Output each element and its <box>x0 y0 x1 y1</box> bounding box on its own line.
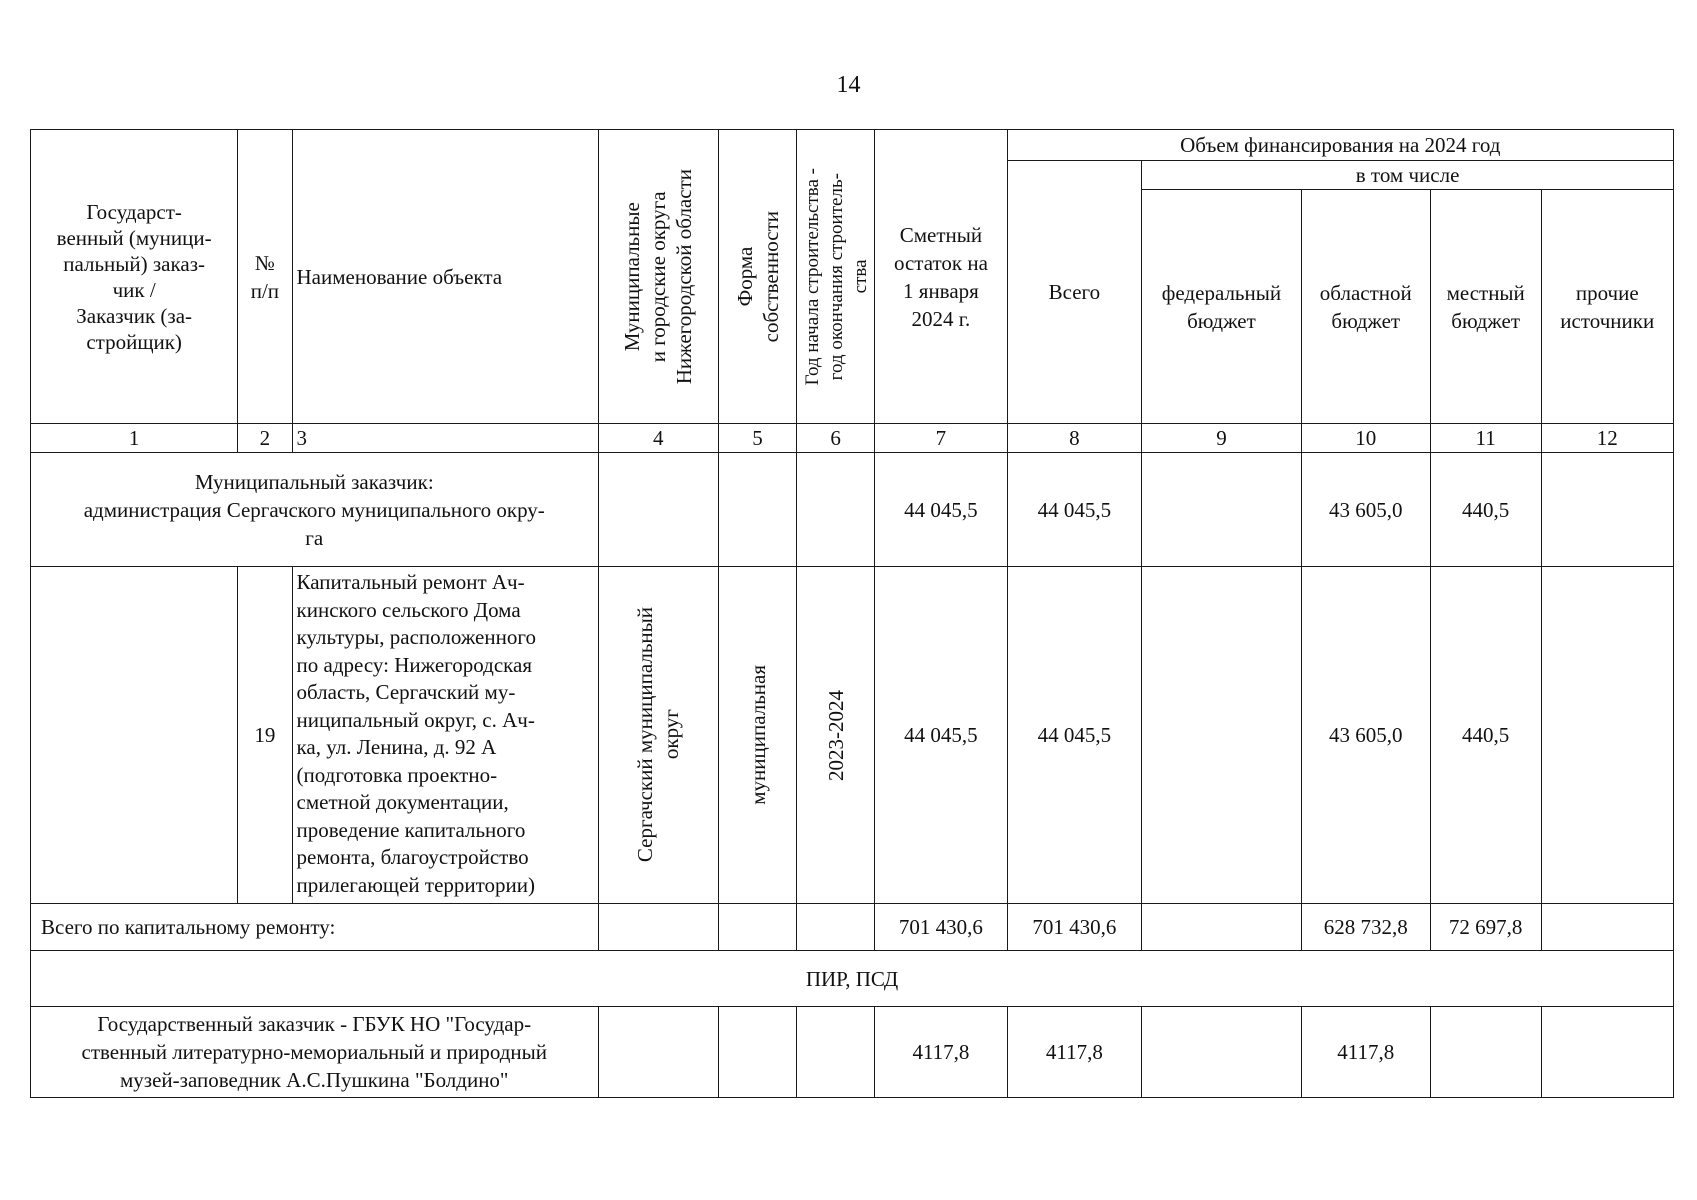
column-number: 6 <box>797 424 875 453</box>
state-customer-label: Государственный заказчик - ГБУК НО "Государ- ственный литературно-мемориальный и природный музей-заповедник А.С.Пушкина "Болдино" <box>31 1007 599 1098</box>
page-number: 14 <box>836 72 861 98</box>
local-cell: 440,5 <box>1430 453 1541 567</box>
header-municipalities <box>598 130 718 424</box>
object-years-text: 2023-2024 <box>823 689 848 781</box>
column-number: 12 <box>1541 424 1673 453</box>
header-object-name: Наименование объекта <box>292 130 598 424</box>
object-row-19 <box>31 567 1674 904</box>
municipal-customer-row <box>31 453 1674 567</box>
local-cell <box>1430 1007 1541 1098</box>
column-number: 10 <box>1301 424 1430 453</box>
header-years-text: Год начала строительства - год окончания строитель- ства <box>802 167 872 386</box>
column-number: 8 <box>1007 424 1142 453</box>
estimate-cell: 701 430,6 <box>875 904 1007 951</box>
empty-cell <box>797 453 875 567</box>
header-including: в том числе <box>1142 161 1674 190</box>
column-number: 11 <box>1430 424 1541 453</box>
regional-cell: 4117,8 <box>1301 1007 1430 1098</box>
empty-cell <box>718 904 796 951</box>
column-number: 5 <box>718 424 796 453</box>
header-ownership <box>718 130 796 424</box>
local-cell: 72 697,8 <box>1430 904 1541 951</box>
header-other: прочие источники <box>1541 190 1673 424</box>
regional-cell: 43 605,0 <box>1301 567 1430 904</box>
header-row-1 <box>31 130 1674 161</box>
total-cell: 4117,8 <box>1007 1007 1142 1098</box>
total-cell: 44 045,5 <box>1007 453 1142 567</box>
header-local: местный бюджет <box>1430 190 1541 424</box>
federal-cell <box>1142 453 1302 567</box>
header-ownership-text: Форма собственности <box>732 210 783 343</box>
federal-cell <box>1142 904 1302 951</box>
estimate-cell: 4117,8 <box>875 1007 1007 1098</box>
regional-cell: 628 732,8 <box>1301 904 1430 951</box>
header-federal: федеральный бюджет <box>1142 190 1302 424</box>
federal-cell <box>1142 1007 1302 1098</box>
estimate-cell: 44 045,5 <box>875 453 1007 567</box>
empty-cell <box>718 453 796 567</box>
empty-cell <box>718 1007 796 1098</box>
object-years <box>797 567 875 904</box>
other-cell <box>1541 904 1673 951</box>
header-total: Всего <box>1007 161 1142 424</box>
estimate-cell: 44 045,5 <box>875 567 1007 904</box>
municipal-customer-label: Муниципальный заказчик: администрация Сергачского муниципального окру- га <box>31 453 599 567</box>
empty-cell <box>797 904 875 951</box>
header-number: № п/п <box>238 130 292 424</box>
column-number: 1 <box>31 424 238 453</box>
header-funding-group: Объем финансирования на 2024 год <box>1007 130 1673 161</box>
object-municipality <box>598 567 718 904</box>
column-number: 9 <box>1142 424 1302 453</box>
object-ownership <box>718 567 796 904</box>
financing-table <box>30 129 1674 1098</box>
regional-cell: 43 605,0 <box>1301 453 1430 567</box>
header-regional: областной бюджет <box>1301 190 1430 424</box>
empty-cell <box>797 1007 875 1098</box>
column-number: 4 <box>598 424 718 453</box>
other-cell <box>1541 453 1673 567</box>
total-cell: 701 430,6 <box>1007 904 1142 951</box>
header-customer: Государст- венный (муници- пальный) заказ- чик / Заказчик (за- стройщик) <box>31 130 238 424</box>
header-estimate: Сметный остаток на 1 января 2024 г. <box>875 130 1007 424</box>
section-header-row <box>31 951 1674 1007</box>
column-number: 2 <box>238 424 292 453</box>
object-name: Капитальный ремонт Ач- кинского сельского Дома культуры, расположенного по адресу: Нижегородская область, Сергачский му- ниципальный округ, с. Ач- ка, ул. Ленина, д. 92 А (подготовка проектно- сметной документации, проведение капитального ремонта, благоустройство прилегающей территории) <box>292 567 598 904</box>
total-capital-repair-row <box>31 904 1674 951</box>
empty-cell <box>598 904 718 951</box>
total-cell: 44 045,5 <box>1007 567 1142 904</box>
header-municipalities-text: Муниципальные и городские округа Нижегородской области <box>620 168 697 385</box>
federal-cell <box>1142 567 1302 904</box>
column-number: 7 <box>875 424 1007 453</box>
state-customer-row <box>31 1007 1674 1098</box>
column-numbers-row <box>31 424 1674 453</box>
section-header: ПИР, ПСД <box>31 951 1674 1007</box>
column-number: 3 <box>292 424 598 453</box>
object-ownership-text: муниципальная <box>745 665 770 805</box>
header-years <box>797 130 875 424</box>
empty-cell <box>31 567 238 904</box>
local-cell: 440,5 <box>1430 567 1541 904</box>
object-number: 19 <box>238 567 292 904</box>
other-cell <box>1541 567 1673 904</box>
total-capital-repair-label: Всего по капитальному ремонту: <box>31 904 599 951</box>
object-municipality-text: Сергачский муниципальный округ <box>633 607 684 863</box>
other-cell <box>1541 1007 1673 1098</box>
empty-cell <box>598 453 718 567</box>
empty-cell <box>598 1007 718 1098</box>
